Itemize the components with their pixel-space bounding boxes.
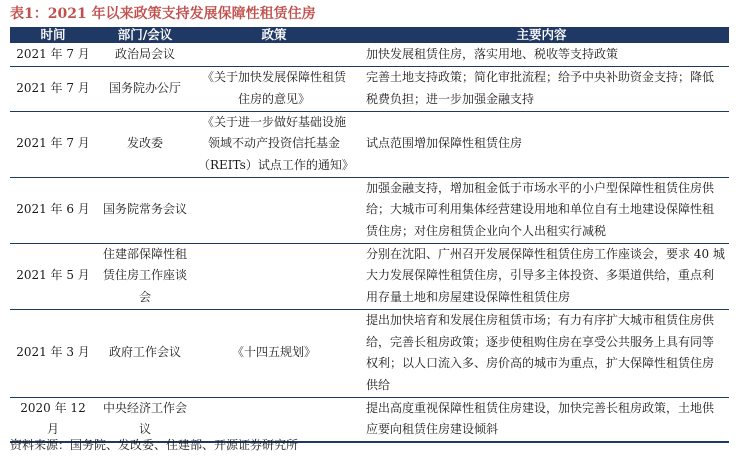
cell-dept: 住建部保障性租赁住房工作座谈会: [96, 243, 194, 309]
cell-content: 加强金融支持，增加租金低于市场水平的小户型保障性租赁住房供给；大城市可利用集体经营建设用地和单位自有土地建设保障性租赁住房；对住房租赁企业向个人出租实行减税: [354, 177, 729, 243]
table-row: [10, 66, 729, 111]
cell-time: 2021 年 7 月: [10, 43, 96, 66]
cell-content: 试点范围增加保障性租赁住房: [354, 111, 729, 177]
cell-time: 2020 年 12 月: [10, 397, 96, 442]
header-content: 主要内容: [354, 27, 729, 43]
cell-dept: 国务院办公厅: [96, 66, 194, 111]
table-row: [10, 111, 729, 177]
table-row: [10, 177, 729, 243]
policy-table: [10, 27, 729, 443]
cell-policy: 《关于加快发展保障性租赁住房的意见》: [194, 66, 354, 111]
table-header-row: [10, 27, 729, 43]
header-policy: 政策: [194, 27, 354, 43]
cell-policy: 《十四五规划》: [194, 309, 354, 397]
cell-dept: 国务院常务会议: [96, 177, 194, 243]
cell-content: 提出高度重视保障性租赁住房建设，加快完善长租房政策，土地供应要向租赁住房建设倾斜: [354, 397, 729, 442]
source-note: 资料来源：国务院、发改委、住建部、开源证券研究所: [10, 438, 299, 452]
cell-policy: [194, 243, 354, 309]
cell-time: 2021 年 5 月: [10, 243, 96, 309]
cell-dept: 政府工作会议: [96, 309, 194, 397]
cell-content: 完善土地支持政策；简化审批流程；给予中央补助资金支持；降低税费负担；进一步加强金融支持: [354, 66, 729, 111]
cell-time: 2021 年 3 月: [10, 309, 96, 397]
header-time: 时间: [10, 27, 96, 43]
table-row: [10, 243, 729, 309]
cell-content: 分别在沈阳、广州召开发展保障性租赁住房工作座谈会，要求 40 城大力发展保障性租赁住房，引导多主体投资、多渠道供给，重点利用存量土地和房屋建设保障性租赁住房: [354, 243, 729, 309]
cell-policy: [194, 43, 354, 66]
header-dept: 部门/会议: [96, 27, 194, 43]
cell-time: 2021 年 7 月: [10, 111, 96, 177]
cell-dept: 政治局会议: [96, 43, 194, 66]
cell-dept: 发改委: [96, 111, 194, 177]
table-row: [10, 43, 729, 66]
cell-policy: 《关于进一步做好基础设施领域不动产投资信托基金（REITs）试点工作的通知》: [194, 111, 354, 177]
cell-content: 提出加快培育和发展住房租赁市场；有力有序扩大城市租赁住房供给，完善长租房政策；逐步使租购住房在享受公共服务上具有同等权利；以人口流入多、房价高的城市为重点，扩大保障性租赁住房供给: [354, 309, 729, 397]
table-title: 表1：2021 年以来政策支持发展保障性租赁住房: [10, 6, 316, 22]
cell-dept: 中央经济工作会议: [96, 397, 194, 442]
cell-policy: [194, 177, 354, 243]
cell-time: 2021 年 7 月: [10, 66, 96, 111]
policy-table-container: [10, 27, 729, 443]
table-row: [10, 309, 729, 397]
cell-content: 加快发展租赁住房，落实用地、税收等支持政策: [354, 43, 729, 66]
cell-time: 2021 年 6 月: [10, 177, 96, 243]
